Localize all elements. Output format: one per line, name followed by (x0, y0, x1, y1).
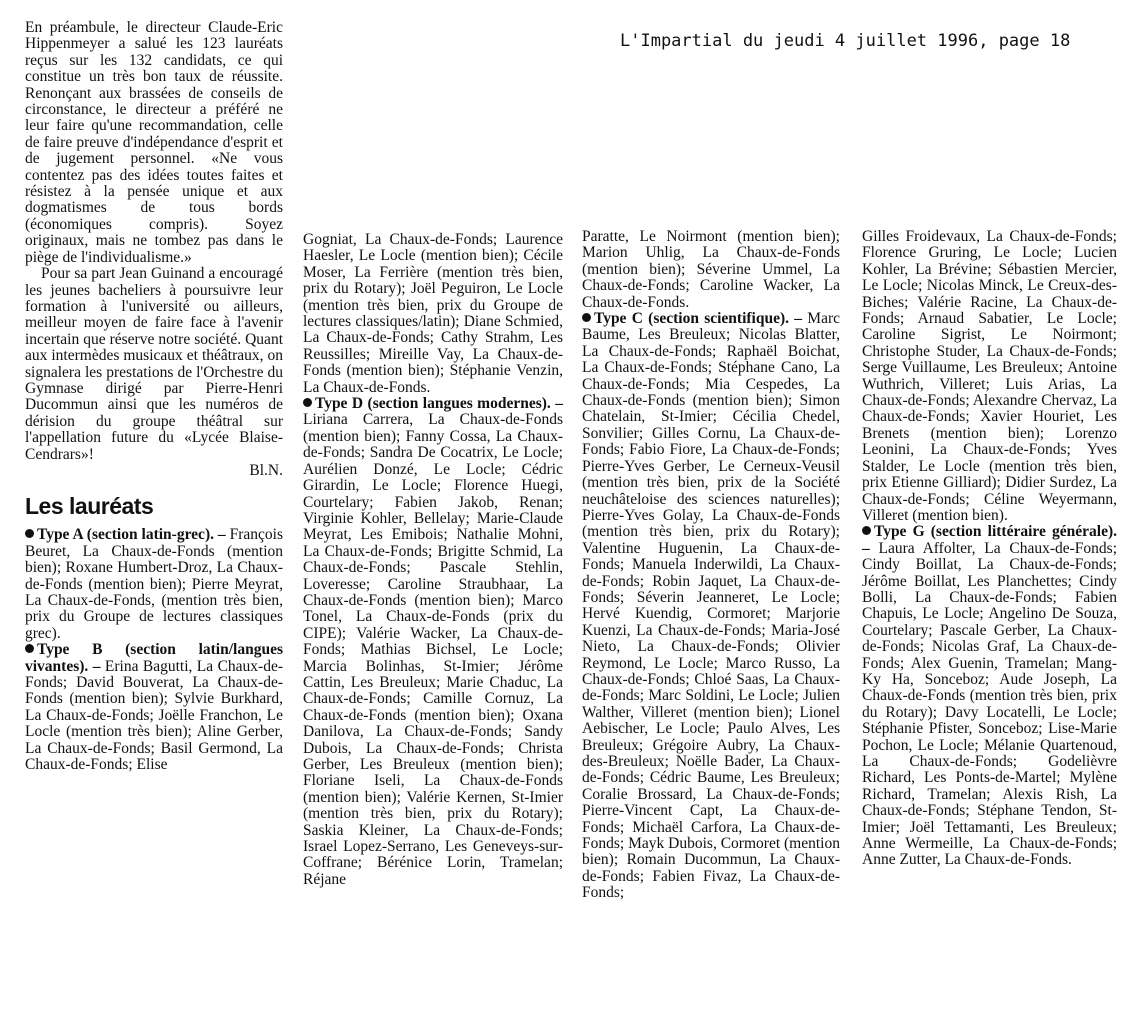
bullet-icon (303, 398, 312, 407)
column-4 (862, 229, 1117, 869)
type-c-list: Marc Baume, Les Breuleux; Nicolas Blatter, La Chaux-de-Fonds; Raphaël Boichat, La Chaux-de-Fonds; Stéphane Cano, La Chaux-de-Fonds; Mia Cespedes, La Chaux-de-Fonds (mention bien); Simon Chatelain, St-Imier; Cécilia Chedel, Sonvilier; Gilles Cornu, La Chaux-de-Fonds; Fabio Fiore, La Chaux-de-Fonds; Pierre-Yves Gerber, Le Cerneux-Veusil (mention très bien, prix de la Société neuchâteloise des sciences naturelles); Pierre-Yves Golay, La Chaux-de-Fonds (mention très bien, prix du Rotary); Valentine Huguenin, La Chaux-de-Fonds; Manuela Inderwildi, La Chaux-de-Fonds; Robin Jaquet, La Chaux-de-Fonds; Séverin Jeanneret, Le Locle; Hervé Kuendig, Cormoret; Marjorie Kuenzi, La Chaux-de-Fonds; Maria-José Nieto, La Chaux-de-Fonds; Olivier Reymond, Le Locle; Marco Russo, La Chaux-de-Fonds; Chloé Saas, La Chaux-de-Fonds; Marc Soldini, Le Locle; Julien Walther, Villeret (mention bien); Lionel Aebischer, Le Locle; Paulo Alves, Les Breuleux; Grégoire Aubry, La Chaux-des-Breuleux; Noëlle Bader, La Chaux-de-Fonds; Cédric Baume, Les Breuleux; Coralie Brossard, La Chaux-de-Fonds; Pierre-Vincent Capt, La Chaux-de-Fonds; Michaël Carfora, La Chaux-de-Fonds; Mayk Dubois, Cormoret (mention bien); Romain Ducommun, La Chaux-de-Fonds; Fabien Fivaz, La Chaux-de-Fonds; (582, 310, 841, 902)
intro-paragraph: En préambule, le directeur Claude-Eric Hippenmeyer a salué les 123 lauréats reçus sur les 132 candidats, ce qui constitue un très bon taux de réussite. Renonçant aux brassées de conseils de circonstance, le directeur a préféré ne leur faire qu'une recommandation, celle de faire preuve d'indépendance d'esprit et de jugement personnel. «Ne vous contentez pas des idées toutes faites et résistez à la pensée unique et aux dogmatismes de tous bords (économiques compris). Soyez originaux, mais ne tombez pas dans le piège de l'individualisme.» (25, 19, 283, 266)
column-1 (25, 20, 283, 773)
type-c-list-continued: Gilles Froidevaux, La Chaux-de-Fonds; Florence Gruring, Le Locle; Lucien Kohler, La Brévine; Sébastien Mercier, Le Locle; Nicolas Minck, Le Creux-des-Biches; Valérie Racine, La Chaux-de-Fonds; Arnaud Sabatier, Le Locle; Caroline Sigrist, Le Noirmont; Christophe Studer, La Chaux-de-Fonds; Serge Vuillaume, Les Breuleux; Antoine Wuthrich, Villeret; Luis Arias, La Chaux-de-Fonds; Alexandre Chervaz, La Chaux-de-Fonds; Xavier Houriet, Les Brenets (mention bien); Lorenzo Leonini, La Chaux-de-Fonds; Yves Stalder, Le Locle (mention très bien, prix Etienne Gilliard); Didier Surdez, La Chaux-de-Fonds; Céline Weyermann, Villeret (mention bien). (862, 228, 1117, 524)
type-a-list: François Beuret, La Chaux-de-Fonds (mention bien); Roxane Humbert-Droz, La Chaux-de-Fonds (mention bien); Pierre Meyrat, La Chaux-de-Fonds, (mention très bien, prix du Groupe de lectures classiques grec). (25, 526, 283, 642)
type-c-heading: Type C (section scientifique). – (594, 310, 803, 328)
type-b-list: Erina Bagutti, La Chaux-de-Fonds; David Bouverat, La Chaux-de-Fonds (mention bien); Sylvie Burkhard, La Chaux-de-Fonds; Joëlle Franchon, Le Locle (mention très bien); Aline Gerber, La Chaux-de-Fonds; Basil Germond, La Chaux-de-Fonds; Elise (25, 657, 283, 774)
type-b-heading: Type B (section latin/langues vivantes). – (25, 641, 283, 675)
column-3 (582, 229, 840, 902)
type-g-list: Laura Affolter, La Chaux-de-Fonds; Cindy Boillat, La Chaux-de-Fonds; Jérôme Boillat, Les Planchettes; Cindy Bolli, La Chaux-de-Fonds; Fabien Chapuis, Le Locle; Angelino De Souza, Courtelary; Pascale Gerber, La Chaux-de-Fonds; Nicolas Graf, La Chaux-de-Fonds; Alex Guenin, Tramelan; Mang-Ky Ha, Sonceboz; Aude Joseph, La Chaux-de-Fonds (mention très bien, prix du Rotary); Davy Locatelli, Le Locle; Stéphanie Pfister, Sonceboz; Lise-Marie Pochon, Le Locle; Mélanie Quartenoud, La Chaux-de-Fonds; Godelièvre Richard, Les Ponts-de-Martel; Mylène Richard, Tramelan; Alexis Rish, La Chaux-de-Fonds; Stéphane Tendon, St-Imier; Joël Tettamanti, Les Breuleux; Anne Wermeille, La Chaux-de-Fonds; Anne Zutter, La Chaux-de-Fonds. (862, 539, 1117, 869)
type-d-list-continued: Paratte, Le Noirmont (mention bien); Marion Uhlig, La Chaux-de-Fonds (mention bien); Séverine Ummel, La Chaux-de-Fonds; Caroline Wacker, La Chaux-de-Fonds. (582, 228, 840, 311)
type-d-heading: Type D (section langues modernes). – (315, 395, 563, 413)
type-c-entry (582, 311, 840, 902)
column-2 (303, 232, 563, 888)
type-b-entry (25, 642, 283, 773)
author-signature: Bl.N. (249, 461, 283, 479)
type-b-list-continued: Gogniat, La Chaux-de-Fonds; Laurence Haesler, Le Locle (mention bien); Cécile Moser, La Ferrière (mention très bien, prix du Rotary); Joël Peguiron, Le Locle (mention très bien, prix du Groupe de lectures classiques/latin); Diane Schmied, La Chaux-de-Fonds; Cathy Strahm, Les Reussilles; Mireille Vay, La Chaux-de-Fonds (mention bien); Stéphanie Venzin, La Chaux-de-Fonds. (303, 231, 563, 396)
bullet-icon (582, 313, 591, 322)
type-a-heading: Type A (section latin-grec). – (37, 526, 226, 544)
bullet-icon (25, 644, 34, 653)
section-title: Les lauréats (25, 493, 154, 520)
bullet-icon (25, 529, 34, 538)
type-g-heading: Type G (section littéraire générale). – (862, 523, 1117, 557)
type-a-entry (25, 527, 283, 642)
second-paragraph: Pour sa part Jean Guinand a encouragé les jeunes bacheliers à poursuivre leur formation à l'université ou ailleurs, meilleur moyen de faire face à l'avenir incertain que réserve notre société. Quant aux intermèdes musicaux et théâtraux, on signalera les prestations de l'Orchestre du Gymnase dirigé par Pierre-Henri Ducommun ainsi que les numéros de dérision du groupe théâtral sur l'appellation future du «Lycée Blaise-Cendrars»! (25, 265, 283, 463)
bullet-icon (862, 526, 871, 535)
source-caption: L'Impartial du jeudi 4 juillet 1996, page 18 (620, 31, 1071, 51)
type-g-entry (862, 524, 1117, 869)
type-d-list: Liriana Carrera, La Chaux-de-Fonds (mention bien); Fanny Cossa, La Chaux-de-Fonds; Sandra De Cocatrix, Le Locle; Aurélien Donzé, Le Locle; Cédric Girardin, Le Locle; Florence Huegi, Courtelary; Fabien Jakob, Renan; Virginie Kohler, Bellelay; Marie-Claude Meyrat, Les Emibois; Nathalie Mohni, La Chaux-de-Fonds; Brigitte Schmid, La Chaux-de-Fonds; Pascale Stehlin, Loveresse; Caroline Straubhaar, La Chaux-de-Fonds (mention bien); Marco Tonel, La Chaux-de-Fonds (prix du CIPE); Valérie Wacker, La Chaux-de-Fonds; Mathias Bichsel, Le Locle; Marcia Bolinhas, St-Imier; Jérôme Cattin, Les Breuleux; Marie Chaduc, La Chaux-de-Fonds; Camille Cornuz, La Chaux-de-Fonds (mention bien); Oxana Danilova, La Chaux-de-Fonds; Sandy Dubois, La Chaux-de-Fonds; Christa Gerber, Les Breuleux (mention bien); Floriane Iseli, La Chaux-de-Fonds (mention bien); Valérie Kernen, St-Imier (mention très bien, prix du Rotary); Saskia Kleiner, La Chaux-de-Fonds; Israel Lopez-Serrano, Les Geneveys-sur-Coffrane; Bérénice Lorin, Tramelan; Réjane (303, 411, 563, 888)
type-d-entry (303, 396, 563, 888)
